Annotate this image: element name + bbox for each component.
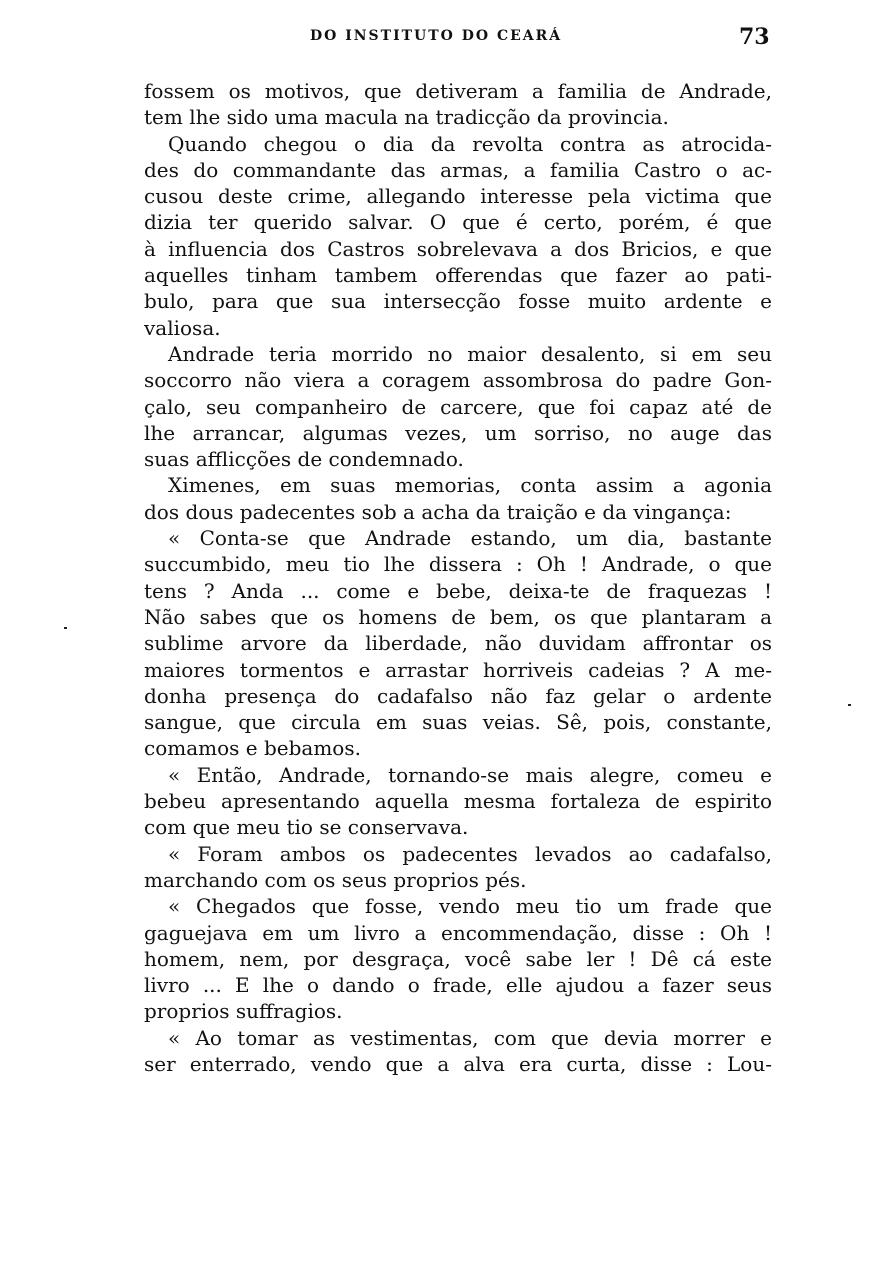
text-line: à influencia dos Castros sobrelevava a dos Bricios, e que	[144, 236, 772, 261]
print-speck	[848, 704, 851, 706]
text-line: soccorro não viera a coragem assombrosa do padre Gon-	[144, 368, 772, 393]
text-line: tem lhe sido uma macula na tradicção da provincia.	[144, 105, 669, 130]
text-line: valiosa.	[144, 315, 221, 340]
text-line: cusou deste crime, allegando interesse pela victima que	[144, 184, 772, 209]
text-line: comamos e bebamos.	[144, 736, 361, 761]
text-line: donha presença do cadafalso não faz gelar o ardente	[144, 683, 772, 708]
text-line: bebeu apresentando aquella mesma fortaleza de espirito	[144, 789, 772, 814]
text-line: Ximenes, em suas memorias, conta assim a agonia	[168, 473, 772, 498]
text-line: bulo, para que sua intersecção fosse muito ardente e	[144, 289, 772, 314]
text-line: çalo, seu companheiro de carcere, que foi capaz até de	[144, 394, 772, 419]
text-line: Andrade teria morrido no maior desalento, si em seu	[168, 341, 772, 366]
text-line: « Conta-se que Andrade estando, um dia, bastante	[168, 526, 772, 551]
text-line: « Ao tomar as vestimentas, com que devia morrer e	[168, 1025, 772, 1050]
text-line: ser enterrado, vendo que a alva era curta, disse : Lou-	[144, 1051, 772, 1076]
text-line: succumbido, meu tio lhe dissera : Oh ! Andrade, o que	[144, 552, 772, 577]
body-text	[144, 78, 772, 1077]
text-line: dos dous padecentes sob a acha da traição e da vingança:	[144, 499, 732, 524]
text-line: maiores tormentos e arrastar horriveis cadeias ? A me-	[144, 657, 772, 682]
text-line: « Chegados que fosse, vendo meu tio um frade que	[168, 894, 772, 919]
text-line: « Então, Andrade, tornando-se mais alegre, comeu e	[168, 762, 772, 787]
text-line: sublime arvore da liberdade, não duvidam affrontar os	[144, 631, 772, 656]
text-line: aquelles tinham tambem offerendas que fazer ao pati-	[144, 263, 772, 288]
text-line: Não sabes que os homens de bem, os que plantaram a	[144, 604, 772, 629]
text-line: livro ... E lhe o dando o frade, elle ajudou a fazer seus	[144, 973, 772, 998]
text-line: fossem os motivos, que detiveram a familia de Andrade,	[144, 79, 772, 103]
text-line: des do commandante das armas, a familia Castro o ac-	[144, 157, 772, 182]
text-line: suas afflicções de condemnado.	[144, 447, 464, 472]
text-line: tens ? Anda ... come e bebe, deixa-te de fraquezas !	[144, 578, 772, 603]
text-line: marchando com os seus proprios pés.	[144, 867, 527, 892]
page-number: 73	[739, 24, 770, 50]
text-line: lhe arrancar, algumas vezes, um sorriso, no auge das	[144, 420, 772, 445]
text-line: com que meu tio se conservava.	[144, 815, 469, 840]
text-line: proprios suffragios.	[144, 999, 343, 1024]
print-speck	[64, 627, 67, 629]
text-line: « Foram ambos os padecentes levados ao cadafalso,	[168, 841, 772, 866]
text-line: dizia ter querido salvar. O que é certo, porém, é que	[144, 210, 772, 235]
text-line: gaguejava em um livro a encommendação, disse : Oh !	[144, 920, 772, 945]
text-line: homem, nem, por desgraça, você sabe ler ! Dê cá este	[144, 946, 772, 971]
running-title: DO INSTITUTO DO CEARÁ	[310, 28, 563, 44]
text-line: Quando chegou o dia da revolta contra as atrocida-	[168, 131, 772, 156]
text-line: sangue, que circula em suas veias. Sê, pois, constante,	[144, 710, 772, 735]
